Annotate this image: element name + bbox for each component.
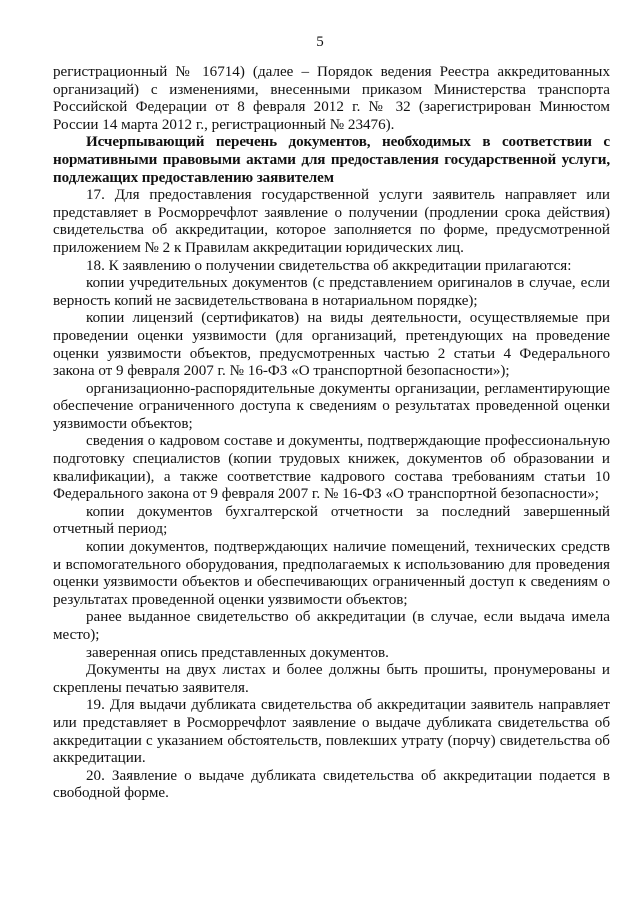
list-item-licenses: копии лицензий (сертификатов) на виды деятельности, осуществляемые при проведении оценки уязвимости (для организаций, претендующих на проведение оценки уязвимости объектов, предусмотренных частью 2 статьи 4 Федерального закона от 9 февраля 2007 г. № 16-ФЗ «О транспортной безопасности»); [53,310,610,380]
document-body [53,64,610,803]
paragraph-continuation: регистрационный № 16714) (далее – Порядок ведения Реестра аккредитованных организаций) с изменениями, внесенными приказом Министерства транспорта Российской Федерации от 8 февраля 2012 г. № 32 (зарегистрирован Минюстом России 14 марта 2012 г., регистрационный № 23476). [53,64,610,133]
list-item-staff-information: сведения о кадровом составе и документы, подтверждающие профессиональную подготовку специалистов (копии трудовых книжек, документов об образовании и квалификации), а также соответствие кадрового состава требованиям статьи 10 Федерального закона от 9 февраля 2007 г. № 16-ФЗ «О транспортной безопасности»; [53,433,610,503]
list-item-premises-documents: копии документов, подтверждающих наличие помещений, технических средств и вспомогательного оборудования, предполагаемых к использованию для проведения оценки уязвимости объектов и обеспечивающих ограниченный доступ к сведениям о результатах проведенной оценки уязвимости объектов; [53,539,610,608]
section-heading: Исчерпывающий перечень документов, необходимых в соответствии с нормативными правовыми актами для предоставления государственной услуги, подлежащих предоставлению заявителем [53,134,610,186]
list-item-accounting-documents: копии документов бухгалтерской отчетности за последний завершенный отчетный период; [53,503,610,538]
paragraph-item-17: 17. Для предоставления государственной услуги заявитель направляет или представляет в Росморречфлот заявление о получении (продлении срока действия) свидетельства об аккредитации, которое заполняется по форме, предусмотренной приложением № 2 к Правилам аккредитации юридических лиц. [53,187,610,256]
list-item-inventory: заверенная опись представленных документов. [86,644,389,661]
paragraph-item-18: 18. К заявлению о получении свидетельства об аккредитации прилагаются: [86,257,572,274]
list-item-previous-certificate: ранее выданное свидетельство об аккредитации (в случае, если выдача имела место); [53,609,610,643]
paragraph-item-20: 20. Заявление о выдаче дубликата свидетельства об аккредитации подается в свободной форме. [53,767,610,802]
list-item-organizational-documents: организационно-распорядительные документы организации, регламентирующие обеспечение ограниченного доступа к сведениям о результатах проведенной оценки уязвимости объектов; [53,380,610,432]
page-number: 5 [316,34,324,50]
paragraph-item-19: 19. Для выдачи дубликата свидетельства об аккредитации заявитель направляет или представляет в Росморречфлот заявление о выдаче дубликата свидетельства об аккредитации с указанием обстоятельств, повлекших утрату (порчу) свидетельства об аккредитации. [53,697,610,767]
list-item-charter-documents: копии учредительных документов (с представлением оригиналов в случае, если верность копий не засвидетельствована в нотариальном порядке); [53,275,610,309]
paragraph-binding-requirement: Документы на двух листах и более должны быть прошиты, пронумерованы и скреплены печатью заявителя. [53,662,610,696]
